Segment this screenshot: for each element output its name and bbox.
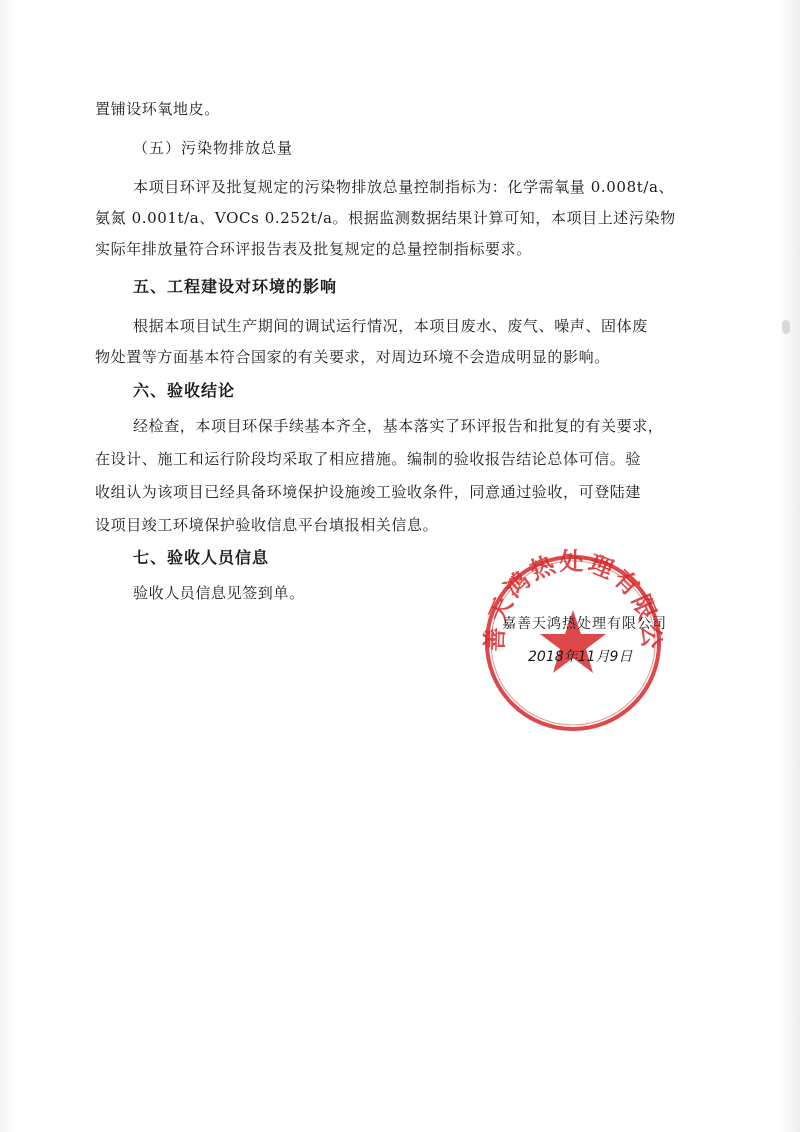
text-line: 物处置等方面基本符合国家的有关要求，对周边环境不会造成明显的影响。 — [95, 348, 610, 366]
seal-graphic — [478, 548, 668, 738]
text-line: 验收人员信息见签到单。 — [133, 584, 305, 602]
text-line: 在设计、施工和运行阶段均采取了相应措施。编制的验收报告结论总体可信。验 — [95, 450, 642, 468]
signature-date: 2018年11月9日 — [528, 649, 633, 665]
section-title-pollutant-total: （五）污染物排放总量 — [133, 139, 294, 157]
company-seal — [478, 548, 668, 738]
svg-text:嘉善天鸿热处理有限公司: 善天鸿热处理有限公 — [479, 548, 667, 652]
text-line: 本项目环评及批复规定的污染物排放总量控制指标为：化学需氧量 0.008t/a、 — [133, 178, 675, 196]
text-line: 经检查，本项目环保手续基本齐全，基本落实了环评报告和批复的有关要求， — [133, 417, 664, 435]
text-line: 置铺设环氧地皮。 — [95, 100, 220, 118]
scan-edge-mark — [782, 320, 790, 334]
heading-acceptance-personnel: 七、验收人员信息 — [133, 548, 270, 567]
text-line: 根据本项目试生产期间的调试运行情况，本项目废水、废气、噪声、固体废 — [133, 317, 648, 335]
text-line: 收组认为该项目已经具备环境保护设施竣工验收条件，同意通过验收，可登陆建 — [95, 483, 642, 501]
signature-company: 嘉善天鸿热处理有限公司 — [502, 616, 667, 632]
text-line: 实际年排放量符合环评报告表及批复规定的总量控制指标要求。 — [95, 240, 532, 258]
text-line: 设项目竣工环境保护验收信息平台填报相关信息。 — [95, 516, 439, 534]
heading-acceptance-conclusion: 六、验收结论 — [133, 381, 236, 400]
heading-environment-impact: 五、工程建设对环境的影响 — [133, 277, 338, 296]
text-line: 氨氮 0.001t/a、VOCs 0.252t/a。根据监测数据结果计算可知，本项目上述污染物 — [95, 209, 676, 227]
